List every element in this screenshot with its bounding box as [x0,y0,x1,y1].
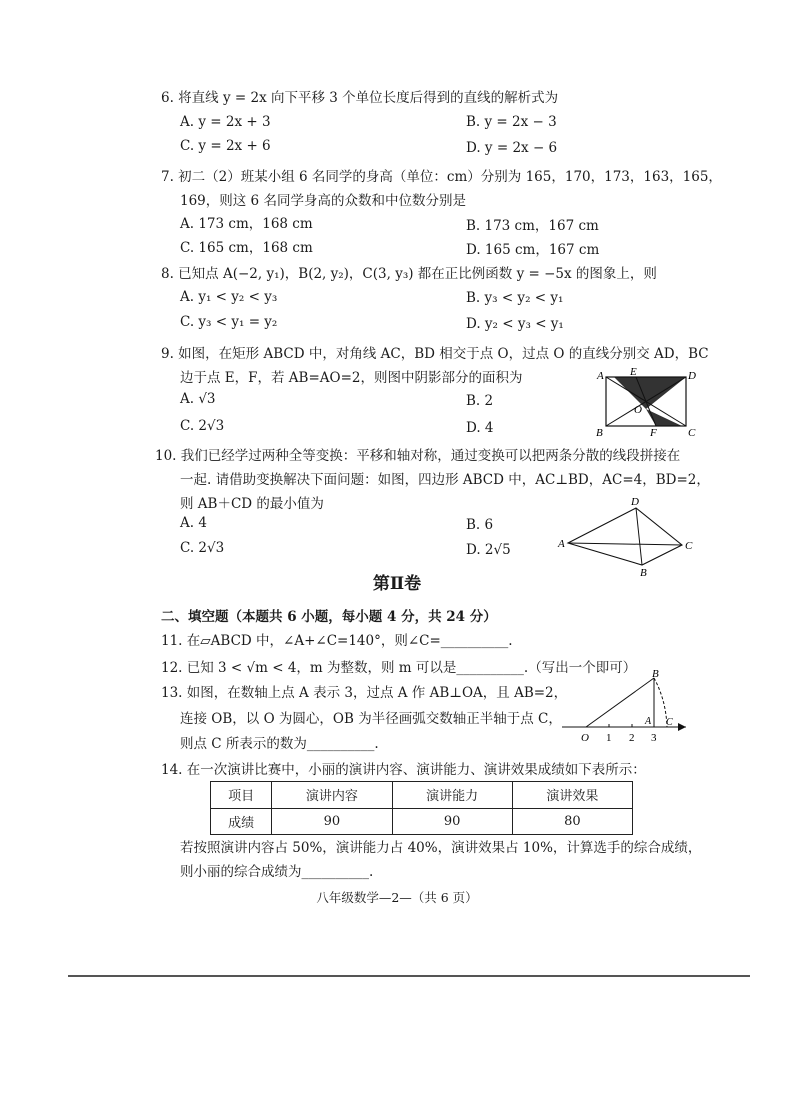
question-9-stem-line2: 边于点 E，F，若 AB=AO=2，则图中阴影部分的面积为 [180,370,523,386]
question-14-after-line2: 则小丽的综合成绩为__________. [180,864,374,880]
question-8-stem: 8. 已知点 A(−2, y₁)，B(2, y₂)，C(3, y₃) 都在正比例函数 y = −5x 的图象上，则 [161,266,657,282]
q8-option-b: B. y₃ < y₂ < y₁ [466,290,564,306]
q10-option-a: A. 4 [180,515,207,531]
q10-diagonal-bd [636,508,642,565]
question-7-stem-line2: 169，则这 6 名同学身高的众数和中位数分别是 [180,193,466,209]
question-14-after-line1: 若按照演讲内容占 50%，演讲能力占 40%，演讲效果占 10%，计算选手的综合成绩， [180,840,702,856]
question-6-stem: 6. 将直线 y = 2x 向下平移 3 个单位长度后得到的直线的解析式为 [161,90,559,106]
q7-option-b: B. 173 cm，167 cm [466,218,599,234]
table-cell: 成绩 [211,808,272,835]
q6-option-c: C. y = 2x + 6 [180,138,271,154]
q13-segment-ob [586,678,654,727]
q9-label-o: O [634,404,642,416]
q13-label-a: A [645,716,652,727]
q13-label-o: O [581,732,589,744]
question-12: 12. 已知 3 < √m < 4，m 为整数，则 m 可以是__________.（写出一个即可） [161,660,637,676]
q9-label-b: B [596,427,603,438]
question-14-stem: 14. 在一次演讲比赛中，小丽的演讲内容、演讲能力、演讲效果成绩如下表所示： [161,762,646,778]
table-header-cell: 演讲能力 [392,782,512,809]
q9-label-e: E [630,366,637,378]
q9-label-d: D [688,370,696,382]
question-13-stem-line2: 连接 OB，以 O 为圆心，OB 为半径画弧交数轴正半轴于点 C， [180,711,562,727]
section-2-heading: 二、填空题（本题共 6 小题，每小题 4 分，共 24 分） [161,609,497,625]
q14-score-table [210,781,633,835]
q13-tick-label-2: 2 [629,732,635,744]
q9-rectangle-figure [594,366,704,438]
q9-option-a: A. √3 [180,391,216,407]
q6-option-d: D. y = 2x − 6 [466,140,558,156]
q10-diagonal-ac [568,543,682,545]
question-9-stem-line1: 9. 如图，在矩形 ABCD 中，对角线 AC，BD 相交于点 O，过点 O 的直线分别交 AD，BC [161,346,709,362]
table-row [211,782,633,809]
question-13-stem-line1: 13. 如图，在数轴上点 A 表示 3，过点 A 作 AB⊥OA，且 AB=2， [161,685,568,701]
q10-label-c: C [685,540,693,552]
table-row [211,808,633,835]
q7-option-c: C. 165 cm，168 cm [180,240,313,256]
q10-quadrilateral-figure [556,494,698,578]
q13-label-b: B [652,668,659,680]
q9-label-c: C [688,427,696,438]
q9-option-c: C. 2√3 [180,418,225,434]
q9-option-d: D. 4 [466,420,494,436]
q10-option-c: C. 2√3 [180,540,225,556]
q13-number-line-figure [562,668,690,746]
q8-option-c: C. y₃ < y₁ = y₂ [180,314,278,330]
q10-option-d: D. 2√5 [466,542,511,558]
part-2-title: 第Ⅱ卷 [372,574,422,594]
table-cell: 90 [392,808,512,835]
question-10-stem-line1: 10. 我们已经学过两种全等变换：平移和轴对称，通过变换可以把两条分散的线段拼接在 [155,448,681,464]
table-cell: 90 [272,808,392,835]
table-header-cell: 演讲内容 [272,782,392,809]
question-13-stem-line3: 则点 C 所表示的数为__________. [180,736,379,752]
q9-option-b: B. 2 [466,393,494,409]
q10-quadrilateral [568,508,682,565]
q10-label-b: B [640,567,647,578]
q13-tick-label-3: 3 [651,732,657,744]
q13-label-c: C [666,717,673,728]
q13-tick-label-1: 1 [606,732,612,744]
q9-shaded-triangle-bottom [646,409,682,426]
q8-option-a: A. y₁ < y₂ < y₃ [180,289,278,305]
question-10-stem-line3: 则 AB＋CD 的最小值为 [180,496,324,512]
q10-label-d: D [631,496,639,508]
question-11: 11. 在▱ABCD 中，∠A+∠C=140°，则∠C=__________. [161,633,513,649]
question-10-stem-line2: 一起. 请借助变换解决下面问题：如图，四边形 ABCD 中，AC⊥BD，AC=4，BD=2， [180,472,710,488]
page-footer: 八年级数学—2—（共 6 页） [316,890,478,905]
bottom-divider [68,975,750,977]
q6-option-a: A. y = 2x + 3 [180,114,271,130]
q6-option-b: B. y = 2x − 3 [466,114,557,130]
q13-axis-arrow [678,723,686,731]
q8-option-d: D. y₂ < y₃ < y₁ [466,316,564,332]
question-7-stem-line1: 7. 初二（2）班某小组 6 名同学的身高（单位：cm）分别为 165，170，173，163，165， [161,169,722,185]
q10-label-a: A [558,538,565,550]
q10-option-b: B. 6 [466,517,494,533]
table-header-cell: 项目 [211,782,272,809]
q7-option-d: D. 165 cm，167 cm [466,242,600,258]
table-header-cell: 演讲效果 [512,782,632,809]
q9-label-f: F [650,427,657,438]
q7-option-a: A. 173 cm，168 cm [180,216,313,232]
q9-label-a: A [597,370,604,382]
table-cell: 80 [512,808,632,835]
